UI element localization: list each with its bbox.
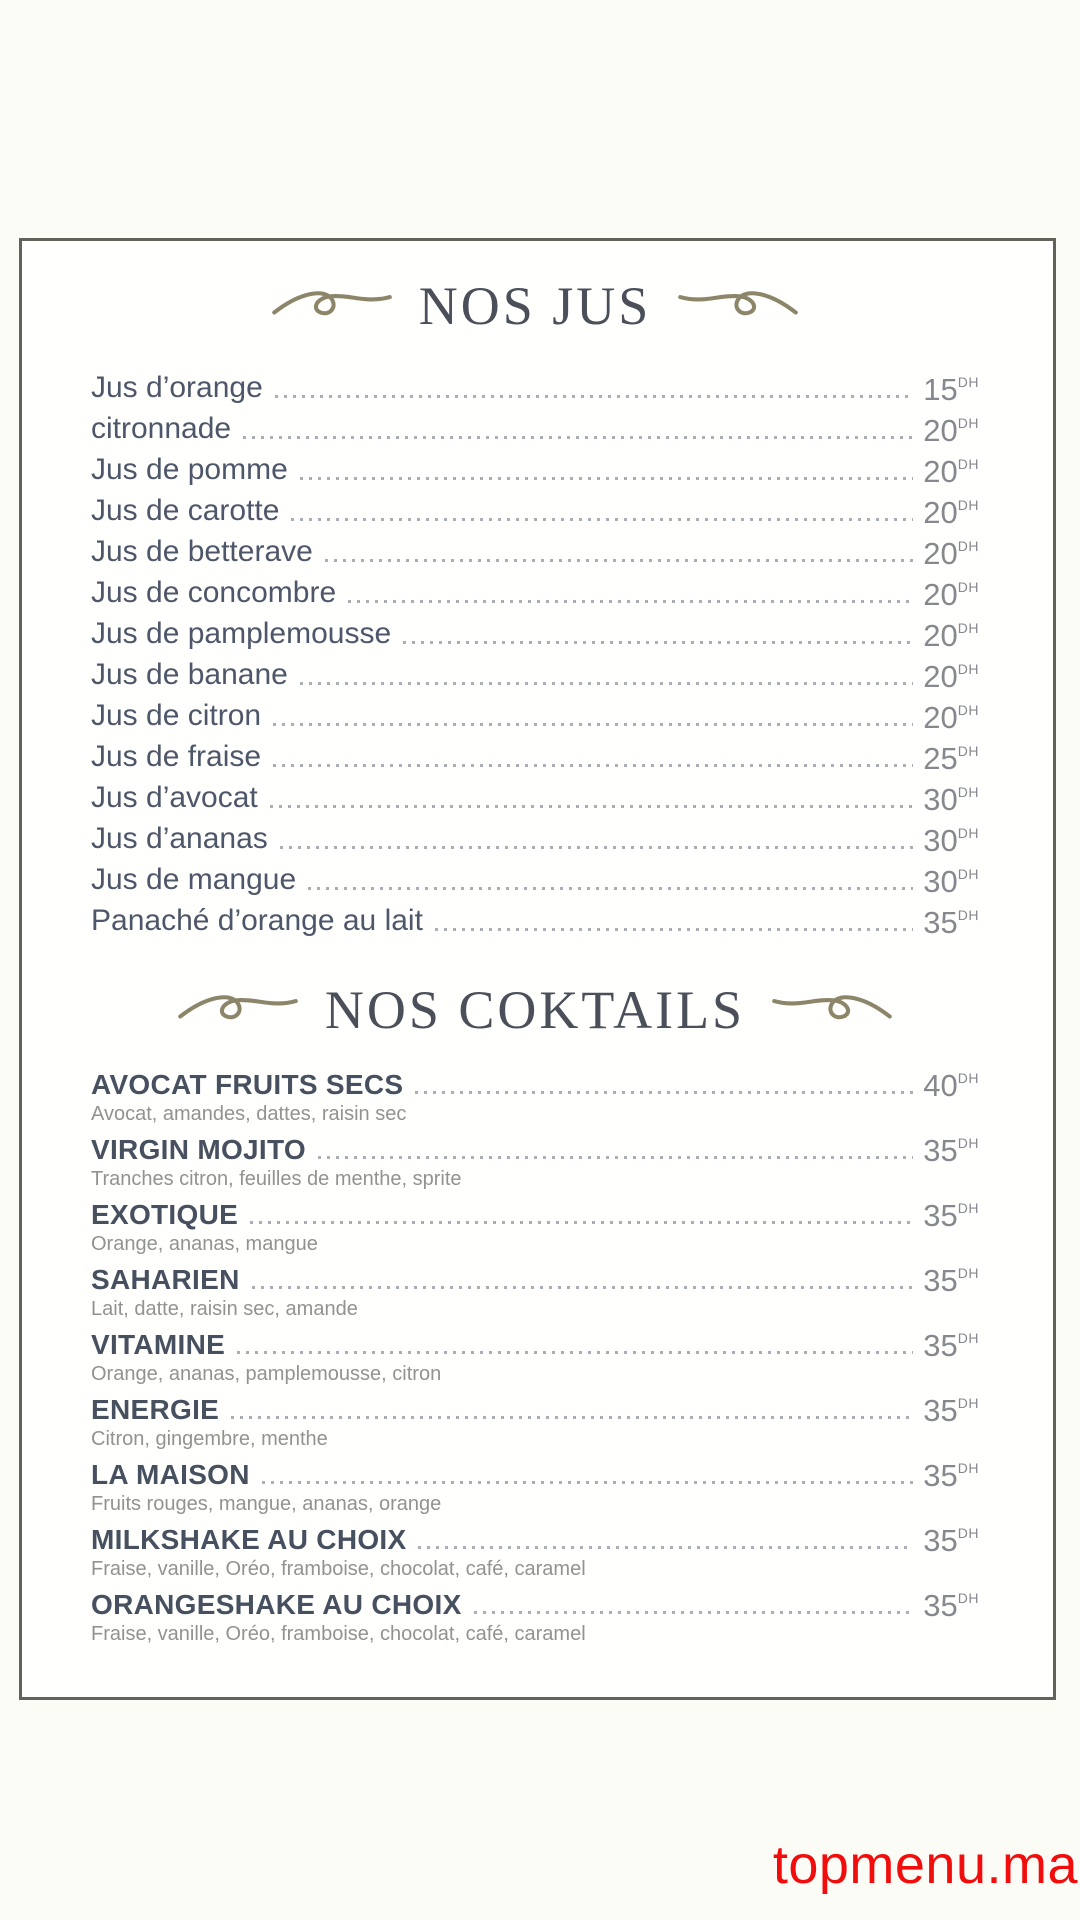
menu-item-main: [91, 1524, 979, 1556]
price-currency: DH: [957, 825, 979, 841]
menu-item-row: [91, 740, 979, 781]
price-value: 25: [923, 741, 958, 776]
dotted-leader: [291, 518, 913, 521]
menu-item-main: [91, 658, 979, 692]
price-value: 20: [923, 536, 958, 571]
menu-item-main: [91, 453, 979, 487]
price-value: 35: [923, 1328, 958, 1363]
menu-item-row: [91, 658, 979, 699]
dotted-leader: [474, 1611, 914, 1614]
dotted-leader: [308, 887, 913, 890]
item-price: [923, 1395, 979, 1426]
item-name: Jus de citron: [91, 699, 262, 732]
menu-item-main: [91, 1069, 979, 1101]
dotted-leader: [280, 846, 913, 849]
item-description: Orange, ananas, pamplemousse, citron: [91, 1363, 442, 1385]
menu-item-row: [91, 1329, 979, 1386]
item-name: MILKSHAKE AU CHOIX: [91, 1524, 407, 1555]
price-currency: DH: [957, 702, 979, 718]
menu-item-row: [91, 617, 979, 658]
price-value: 35: [923, 1523, 958, 1558]
price-value: 20: [923, 413, 958, 448]
item-price: [923, 1460, 979, 1491]
price-currency: DH: [957, 1200, 979, 1216]
price-value: 30: [923, 782, 958, 817]
item-name: Jus de banane: [91, 658, 288, 691]
swirl-ornament-left-icon: [177, 989, 299, 1031]
menu-item-main: [91, 494, 979, 528]
dotted-leader: [252, 1286, 914, 1289]
item-description: Avocat, amandes, dattes, raisin sec: [91, 1103, 407, 1125]
price-value: 35: [923, 1588, 958, 1623]
menu-item-main: [91, 699, 979, 733]
price-value: 35: [923, 1458, 958, 1493]
price-currency: DH: [957, 1460, 979, 1476]
item-name: Jus de concombre: [91, 576, 337, 609]
price-value: 40: [923, 1068, 958, 1103]
menu-item-main: [91, 535, 979, 569]
menu-item-main: [91, 412, 979, 446]
price-value: 20: [923, 495, 958, 530]
item-description: Citron, gingembre, menthe: [91, 1428, 328, 1450]
item-name: AVOCAT FRUITS SECS: [91, 1069, 404, 1100]
price-currency: DH: [957, 497, 979, 513]
menu-item-main: [91, 822, 979, 856]
item-name: ENERGIE: [91, 1394, 220, 1425]
price-currency: DH: [957, 1395, 979, 1411]
menu-item-row: [91, 1459, 979, 1516]
swirl-ornament-right-icon: [771, 989, 893, 1031]
section-title-text: NOS JUS: [418, 276, 652, 336]
menu-item-main: [91, 1459, 979, 1491]
price-value: 20: [923, 700, 958, 735]
price-currency: DH: [957, 907, 979, 923]
item-name: Jus d’orange: [91, 371, 263, 404]
menu-section: [91, 979, 979, 1646]
item-name: Jus d’avocat: [91, 781, 258, 814]
menu-item-row: [91, 1589, 979, 1646]
item-price: [923, 661, 979, 692]
menu-item-row: [91, 535, 979, 576]
dotted-leader: [435, 928, 913, 931]
item-name: VIRGIN MOJITO: [91, 1134, 306, 1165]
price-currency: DH: [957, 661, 979, 677]
price-value: 15: [923, 372, 958, 407]
menu-item-main: [91, 1394, 979, 1426]
price-value: 20: [923, 618, 958, 653]
item-description: Fraise, vanille, Oréo, framboise, chocolat, café, caramel: [91, 1558, 586, 1580]
dotted-leader: [270, 805, 914, 808]
item-name: SAHARIEN: [91, 1264, 240, 1295]
item-price: [923, 907, 979, 938]
price-currency: DH: [957, 374, 979, 390]
item-description: Fruits rouges, mangue, ananas, orange: [91, 1493, 442, 1515]
menu-item-row: [91, 781, 979, 822]
price-currency: DH: [957, 415, 979, 431]
item-price: [923, 456, 979, 487]
item-name: ORANGESHAKE AU CHOIX: [91, 1589, 462, 1620]
dotted-leader: [273, 723, 913, 726]
menu-item-main: [91, 863, 979, 897]
site-watermark: topmenu.ma: [772, 1835, 1078, 1895]
menu-item-main: [91, 1264, 979, 1296]
item-price: [923, 1265, 979, 1296]
menu-item-main: [91, 371, 979, 405]
item-price: [923, 497, 979, 528]
menu-item-row: [91, 412, 979, 453]
price-value: 35: [923, 1393, 958, 1428]
price-currency: DH: [957, 784, 979, 800]
menu-item-row: [91, 1199, 979, 1256]
dotted-leader: [275, 395, 913, 398]
item-price: [923, 784, 979, 815]
menu-card: [19, 238, 1056, 1700]
item-name: Jus de mangue: [91, 863, 297, 896]
price-value: 20: [923, 577, 958, 612]
price-currency: DH: [957, 620, 979, 636]
dotted-leader: [418, 1546, 913, 1549]
price-currency: DH: [957, 743, 979, 759]
price-value: 35: [923, 1133, 958, 1168]
price-currency: DH: [957, 1070, 979, 1086]
section-items: [91, 1069, 979, 1646]
price-value: 20: [923, 659, 958, 694]
dotted-leader: [300, 477, 914, 480]
dotted-leader: [403, 641, 913, 644]
item-name: Jus de pamplemousse: [91, 617, 392, 650]
menu-item-row: [91, 822, 979, 863]
item-name: Jus de carotte: [91, 494, 280, 527]
menu-item-row: [91, 1524, 979, 1581]
price-value: 35: [923, 1198, 958, 1233]
price-value: 30: [923, 864, 958, 899]
item-price: [923, 825, 979, 856]
item-price: [923, 415, 979, 446]
price-currency: DH: [957, 866, 979, 882]
item-name: citronnade: [91, 412, 232, 445]
dotted-leader: [262, 1481, 914, 1484]
item-price: [923, 866, 979, 897]
item-price: [923, 538, 979, 569]
dotted-leader: [348, 600, 913, 603]
dotted-leader: [318, 1156, 913, 1159]
dotted-leader: [243, 436, 913, 439]
item-description: Lait, datte, raisin sec, amande: [91, 1298, 358, 1320]
item-price: [923, 1070, 979, 1101]
menu-item-main: [91, 576, 979, 610]
dotted-leader: [250, 1221, 913, 1224]
price-currency: DH: [957, 579, 979, 595]
price-value: 30: [923, 823, 958, 858]
dotted-leader: [237, 1351, 913, 1354]
price-currency: DH: [957, 1265, 979, 1281]
menu-item-row: [91, 863, 979, 904]
menu-item-row: [91, 1134, 979, 1191]
price-currency: DH: [957, 1135, 979, 1151]
dotted-leader: [325, 559, 913, 562]
swirl-ornament-left-icon: [271, 285, 393, 327]
price-currency: DH: [957, 1330, 979, 1346]
item-description: Orange, ananas, mangue: [91, 1233, 318, 1255]
dotted-leader: [300, 682, 913, 685]
menu-item-row: [91, 371, 979, 412]
menu-item-row: [91, 494, 979, 535]
price-currency: DH: [957, 1525, 979, 1541]
price-value: 35: [923, 1263, 958, 1298]
item-price: [923, 1330, 979, 1361]
menu-item-row: [91, 1264, 979, 1321]
item-price: [923, 579, 979, 610]
menu-item-main: [91, 740, 979, 774]
item-name: EXOTIQUE: [91, 1199, 239, 1230]
item-name: Jus de pomme: [91, 453, 288, 486]
menu-item-main: [91, 781, 979, 815]
section-title-text: NOS COKTAILS: [324, 980, 746, 1040]
item-name: Jus d’ananas: [91, 822, 268, 855]
menu-item-row: [91, 453, 979, 494]
menu-item-row: [91, 699, 979, 740]
item-name: Jus de betterave: [91, 535, 313, 568]
item-price: [923, 1135, 979, 1166]
item-name: VITAMINE: [91, 1329, 226, 1360]
price-currency: DH: [957, 1590, 979, 1606]
item-name: Jus de fraise: [91, 740, 262, 773]
menu-item-row: [91, 1394, 979, 1451]
item-price: [923, 1590, 979, 1621]
menu-item-row: [91, 576, 979, 617]
menu-item-main: [91, 1134, 979, 1166]
dotted-leader: [415, 1091, 913, 1094]
item-price: [923, 620, 979, 651]
item-price: [923, 702, 979, 733]
menu-item-main: [91, 1199, 979, 1231]
price-currency: DH: [957, 456, 979, 472]
dotted-leader: [231, 1416, 913, 1419]
menu-item-main: [91, 617, 979, 651]
item-description: Tranches citron, feuilles de menthe, sprite: [91, 1168, 462, 1190]
price-value: 20: [923, 454, 958, 489]
menu-item-main: [91, 1329, 979, 1361]
menu-item-main: [91, 1589, 979, 1621]
item-price: [923, 1525, 979, 1556]
section-title: [91, 979, 979, 1041]
price-currency: DH: [957, 538, 979, 554]
menu-item-row: [91, 904, 979, 945]
swirl-ornament-right-icon: [677, 285, 799, 327]
item-price: [923, 1200, 979, 1231]
menu-item-row: [91, 1069, 979, 1126]
item-description: Fraise, vanille, Oréo, framboise, chocolat, café, caramel: [91, 1623, 586, 1645]
item-price: [923, 374, 979, 405]
item-name: LA MAISON: [91, 1459, 250, 1490]
menu-section: [91, 275, 979, 945]
price-value: 35: [923, 905, 958, 940]
section-title: [91, 275, 979, 337]
dotted-leader: [273, 764, 913, 767]
item-price: [923, 743, 979, 774]
section-items: [91, 371, 979, 945]
item-name: Panaché d’orange au lait: [91, 904, 423, 937]
menu-item-main: [91, 904, 979, 938]
